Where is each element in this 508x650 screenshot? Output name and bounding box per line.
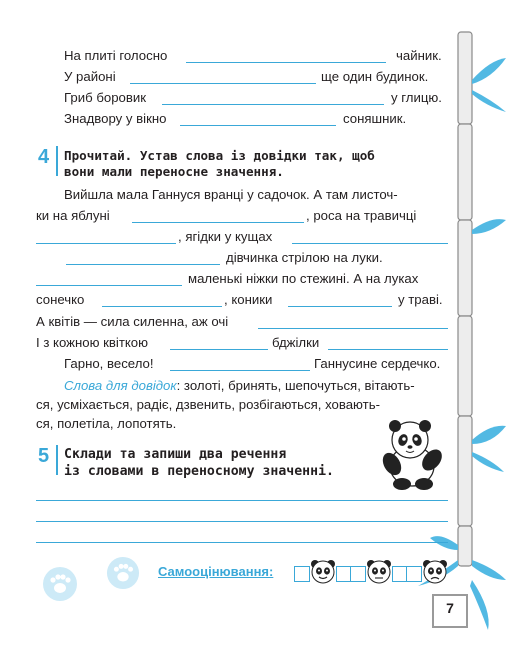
task-text: бджілки: [272, 335, 320, 350]
page-number: 7: [446, 600, 454, 616]
answer-blank[interactable]: [288, 306, 392, 307]
task-text: , коники: [224, 292, 273, 307]
panda-face-icon[interactable]: [308, 558, 338, 584]
task-text: сонечко: [36, 292, 85, 307]
task-text: , ягідки у кущах: [178, 229, 273, 244]
sentence-1-start: На плиті голосно: [64, 48, 168, 63]
answer-blank[interactable]: [292, 243, 448, 244]
sentence-3-end: у глицю.: [391, 90, 442, 105]
task-text: дівчинка стрілою на луки.: [226, 250, 383, 265]
task-text: І з кожною квіткою: [36, 335, 149, 350]
task-text: , роса на травичці: [306, 208, 417, 223]
task-text: А квітів — сила силенна, аж очі: [36, 314, 229, 329]
answer-blank[interactable]: [132, 222, 304, 223]
self-assessment-label: Самооцінювання:: [158, 564, 274, 579]
sentence-3-start: Гриб боровик: [64, 90, 147, 105]
panda-face-icon[interactable]: [420, 558, 450, 584]
answer-blank[interactable]: [66, 264, 220, 265]
task-title: Прочитай. Устав слова із довідки так, щоб: [64, 148, 375, 163]
bamboo-icon: [410, 20, 508, 650]
task-divider: [56, 445, 58, 475]
help-words: [64, 378, 415, 394]
sentence-2-start: У районі: [64, 69, 116, 84]
task-divider: [56, 146, 58, 176]
sentence-4-start: Знадвору у вікно: [64, 111, 167, 126]
answer-blank[interactable]: [328, 349, 448, 350]
answer-blank[interactable]: [130, 83, 316, 84]
task-number: 5: [38, 445, 50, 467]
paw-print-icon: [42, 566, 78, 602]
panda-face-icon[interactable]: [364, 558, 394, 584]
answer-blank[interactable]: [162, 104, 384, 105]
task-text: у траві.: [398, 292, 443, 307]
sentence-1-end: чайник.: [396, 48, 442, 63]
help-words: ся, усміхається, радіє, дзвенить, розбігаються, ховають-: [36, 397, 380, 412]
answer-blank[interactable]: [36, 285, 182, 286]
answer-blank[interactable]: [180, 125, 336, 126]
task-title: вони мали переносне значення.: [64, 164, 284, 179]
task-text: ки на яблуні: [36, 208, 110, 223]
task-text: маленькі ніжки по стежині. А на луках: [188, 271, 419, 286]
answer-blank[interactable]: [102, 306, 222, 307]
answer-line[interactable]: [36, 542, 448, 543]
paw-print-icon: [106, 556, 140, 590]
task-title: із словами в переносному значенні.: [64, 464, 334, 479]
help-label: Слова для довідок: [64, 378, 177, 393]
answer-line[interactable]: [36, 500, 448, 501]
help-words: ся, полетіла, лопотять.: [36, 416, 177, 431]
task-text: Гарно, весело!: [64, 356, 154, 371]
answer-blank[interactable]: [170, 349, 268, 350]
answer-blank[interactable]: [186, 62, 386, 63]
task-number: 4: [38, 146, 50, 168]
help-words-text: : золоті, бринять, шепочуться, вітають-: [176, 378, 415, 393]
task-text: Ганнусине сердечко.: [314, 356, 441, 371]
task-title: Склади та запиши два речення: [64, 447, 287, 462]
sentence-4-end: соняшник.: [343, 111, 407, 126]
answer-blank[interactable]: [258, 328, 448, 329]
answer-blank[interactable]: [36, 243, 176, 244]
sentence-2-end: ще один будинок.: [321, 69, 429, 84]
answer-blank[interactable]: [170, 370, 310, 371]
panda-icon: [372, 416, 452, 492]
answer-line[interactable]: [36, 521, 448, 522]
task-text: Вийшла мала Ганнуся вранці у садочок. А там листоч-: [64, 187, 398, 202]
